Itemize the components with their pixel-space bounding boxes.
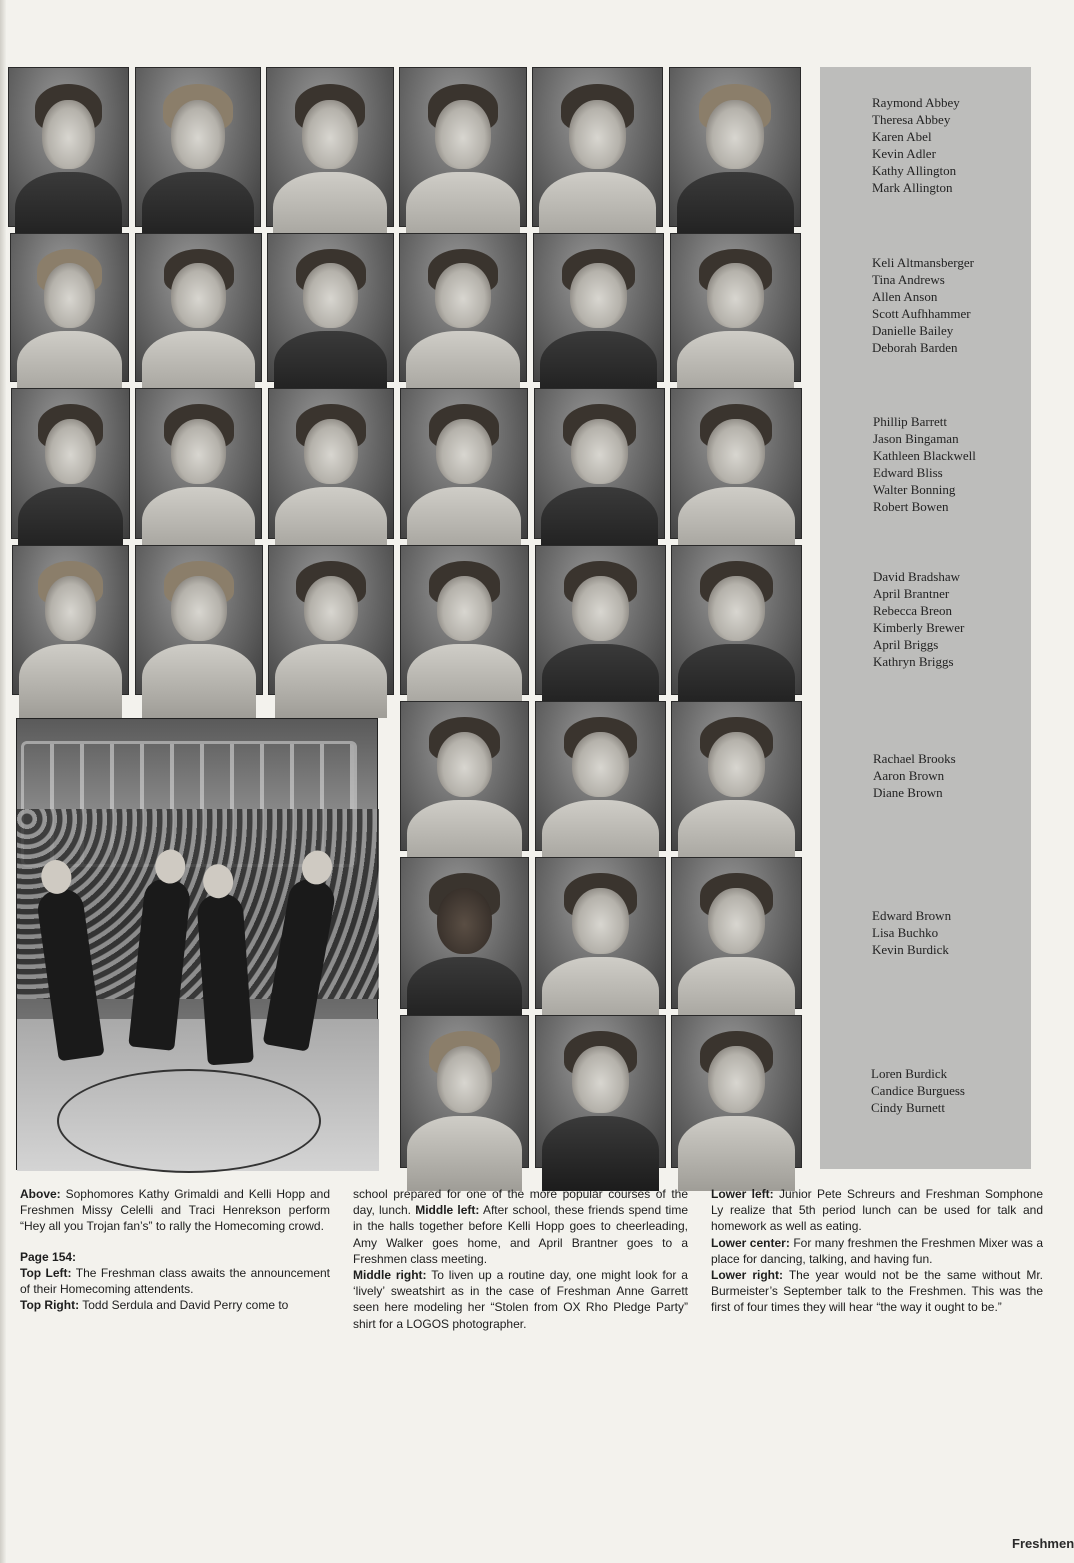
portrait-photo <box>400 1015 529 1168</box>
student-name: Deborah Barden <box>872 340 958 355</box>
page-spine-shadow <box>0 0 6 1563</box>
caption-label: Lower left: <box>711 1187 774 1201</box>
portrait-photo <box>669 67 801 227</box>
student-name: Walter Bonning <box>873 482 956 497</box>
student-name: Kathy Allington <box>872 163 957 178</box>
student-name: Kathryn Briggs <box>873 654 954 669</box>
portrait-photo <box>535 545 666 695</box>
name-group-4 <box>873 568 964 670</box>
portrait-photo <box>8 67 129 227</box>
student-name: Aaron Brown <box>873 768 945 783</box>
student-name: Scott Aufhhammer <box>872 306 971 321</box>
name-group-3 <box>873 413 976 515</box>
student-name: Cindy Burnett <box>871 1100 946 1115</box>
student-name: Robert Bowen <box>873 499 949 514</box>
portrait-photo <box>671 1015 802 1168</box>
portrait-photo <box>671 701 802 851</box>
caption-lower-left <box>711 1186 1043 1235</box>
caption-continued <box>353 1186 688 1267</box>
portrait-photo <box>670 388 802 539</box>
student-name: Edward Bliss <box>873 465 943 480</box>
student-name: Rebecca Breon <box>873 603 953 618</box>
caption-label: Lower right: <box>711 1268 784 1283</box>
portrait-photo <box>12 545 129 695</box>
name-group-1 <box>872 94 960 196</box>
caption-middle-right <box>353 1267 688 1332</box>
portrait-photo <box>670 233 801 382</box>
caption-label: Above: <box>20 1187 61 1201</box>
student-name: Rachael Brooks <box>873 751 956 766</box>
student-name: Raymond Abbey <box>872 95 960 110</box>
portrait-photo <box>135 233 262 382</box>
caption-text: After school, these friends spend time in the halls together before Kelli Hopp goes to cheerleading, Amy Walker goes home, and April Brantner goes to a Freshmen class meeting. <box>353 1203 688 1266</box>
caption-text: To liven up a routine day, one might look for a ‘lively’ sweatshirt as in the case of Freshman Anne Garrett seen here modeling her “Stolen from OX Rho Pledge Party” shirt for a LOGOS photographer. <box>353 1268 688 1331</box>
student-name: David Bradshaw <box>873 569 961 584</box>
student-name: Allen Anson <box>872 289 938 304</box>
student-name: Loren Burdick <box>871 1066 948 1081</box>
caption-top-left <box>20 1265 330 1297</box>
caption-label: Top Left: <box>20 1265 72 1280</box>
student-name: Diane Brown <box>873 785 943 800</box>
student-name: Karen Abel <box>872 129 932 144</box>
caption-top-right <box>20 1297 330 1313</box>
student-name: Kevin Burdick <box>872 942 949 957</box>
portrait-photo <box>400 545 529 695</box>
name-group-2 <box>872 254 974 356</box>
student-name: Edward Brown <box>872 908 952 923</box>
portrait-photo <box>532 67 663 227</box>
portrait-photo <box>266 67 394 227</box>
student-name: April Briggs <box>873 637 939 652</box>
caption-text: Sophomores Kathy Grimaldi and Kelli Hopp and Freshmen Missy Celelli and Traci Henrekson perform “Hey all you Trojan fan’s” to rally the Homecoming crowd. <box>20 1187 330 1234</box>
caption-text: The Freshman class awaits the announcement of their Homecoming attendents. <box>20 1265 331 1297</box>
caption-lower-right <box>711 1267 1043 1316</box>
student-name: Kimberly Brewer <box>873 620 965 635</box>
student-name: Danielle Bailey <box>872 323 954 338</box>
cheerleader-photo <box>16 718 378 1170</box>
name-group-6 <box>872 907 951 958</box>
caption-label: Lower center: <box>711 1235 790 1250</box>
portrait-photo <box>533 233 664 382</box>
caption-text: The year would not be the same without Mr. Burmeister’s September talk to the Freshmen. This was the first of four times they will hear “the way it ought to be.” <box>711 1268 1043 1315</box>
caption-label: Middle left: <box>415 1203 480 1218</box>
student-name: Tina Andrews <box>872 272 945 287</box>
caption-label: Middle right: <box>353 1268 427 1283</box>
caption-label: Page 154: <box>20 1249 77 1264</box>
name-group-7 <box>871 1065 965 1116</box>
student-name: April Brantner <box>873 586 950 601</box>
student-name: Kathleen Blackwell <box>873 448 976 463</box>
caption-column-2 <box>353 1186 688 1332</box>
portrait-photo <box>400 857 529 1009</box>
caption-text: Todd Serdula and David Perry come to <box>82 1298 289 1313</box>
portrait-photo <box>400 701 529 851</box>
section-footer: Freshmen <box>1012 1536 1074 1551</box>
name-list-panel <box>820 67 1031 1169</box>
caption-label: Top Right: <box>20 1298 80 1313</box>
student-name: Theresa Abbey <box>872 112 951 127</box>
caption-text: For many freshmen the Freshmen Mixer was a place for dancing, talking, and having fun. <box>711 1235 1044 1266</box>
student-name: Lisa Buchko <box>872 925 939 940</box>
portrait-photo <box>11 388 130 539</box>
portrait-photo <box>399 233 527 382</box>
portrait-photo <box>135 545 263 695</box>
portrait-photo <box>535 701 666 851</box>
portrait-photo <box>267 233 394 382</box>
student-name: Kevin Adler <box>872 146 936 161</box>
student-name: Mark Allington <box>872 180 953 195</box>
portrait-photo <box>268 545 394 695</box>
portrait-photo <box>400 388 528 539</box>
student-name: Phillip Barrett <box>873 414 948 429</box>
portrait-photo <box>671 857 802 1009</box>
portrait-photo <box>535 1015 666 1168</box>
portrait-photo <box>535 857 666 1009</box>
caption-page-ref <box>20 1249 330 1265</box>
caption-column-3 <box>711 1186 1043 1316</box>
portrait-photo <box>399 67 527 227</box>
caption-column-1 <box>20 1186 330 1313</box>
portrait-photo <box>268 388 394 539</box>
student-name: Candice Burguess <box>871 1083 965 1098</box>
caption-lower-center <box>711 1235 1043 1267</box>
portrait-photo <box>10 233 129 382</box>
name-group-5 <box>873 750 956 801</box>
court-circle <box>57 1069 321 1173</box>
portrait-photo <box>135 67 261 227</box>
student-name: Keli Altmansberger <box>872 255 974 270</box>
portrait-photo <box>534 388 665 539</box>
portrait-photo <box>135 388 262 539</box>
portrait-photo <box>671 545 802 695</box>
caption-above <box>20 1186 330 1235</box>
caption-text: Junior Pete Schreurs and Freshman Somphone Ly realize that 5th period lunch can be used for talk and homework as well as eating. <box>711 1187 1043 1234</box>
caption-text: school prepared for one of the more popular courses of the day, lunch. <box>353 1187 688 1218</box>
student-name: Jason Bingaman <box>873 431 959 446</box>
